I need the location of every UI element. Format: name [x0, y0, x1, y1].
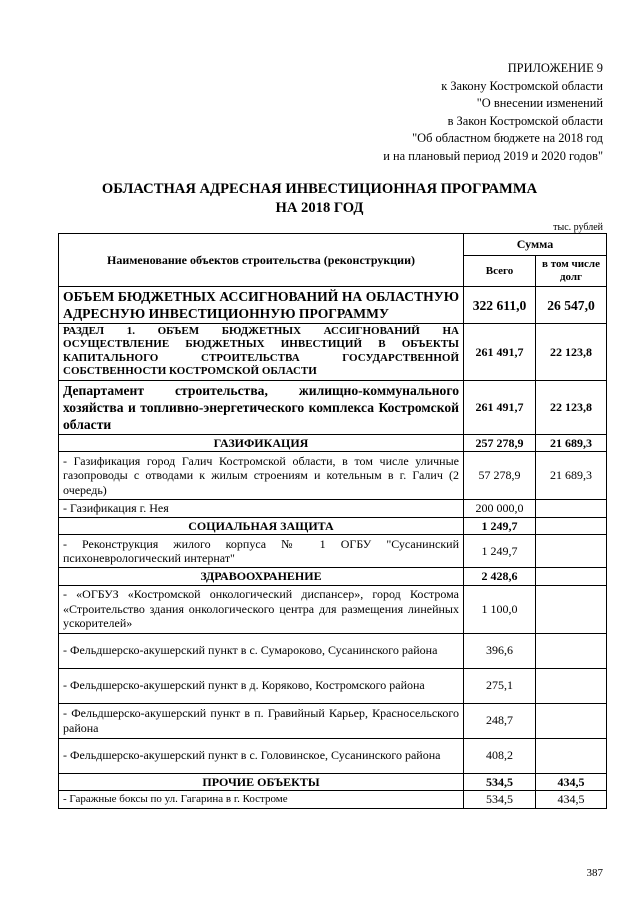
- row-debt: 434,5: [536, 773, 607, 791]
- row-total: 1 100,0: [464, 585, 536, 633]
- row-debt: [536, 585, 607, 633]
- row-debt: 434,5: [536, 791, 607, 809]
- row-name: - Гаражные боксы по ул. Гагарина в г. Костроме: [59, 791, 464, 809]
- table-row: [59, 287, 607, 324]
- row-name: - Фельдшерско-акушерский пункт в с. Головинское, Сусанинского района: [59, 738, 464, 773]
- row-debt: 22 123,8: [536, 380, 607, 434]
- row-name: - Газификация город Галич Костромской области, в том числе уличные газопроводы с отводами к жилым строениям и котельным в г. Галич (2 очередь): [59, 452, 464, 500]
- table-row: [59, 773, 607, 791]
- row-total: 534,5: [464, 791, 536, 809]
- row-total: 534,5: [464, 773, 536, 791]
- table-row: [59, 324, 607, 381]
- table-row: [59, 434, 607, 452]
- row-name: - Фельдшерско-акушерский пункт в с. Сумароково, Сусанинского района: [59, 633, 464, 668]
- row-name: - Фельдшерско-акушерский пункт в д. Коряково, Костромского района: [59, 668, 464, 703]
- row-total: 408,2: [464, 738, 536, 773]
- row-debt: [536, 668, 607, 703]
- row-total: 261 491,7: [464, 324, 536, 381]
- table-row: [59, 738, 607, 773]
- title-line: ОБЛАСТНАЯ АДРЕСНАЯ ИНВЕСТИЦИОННАЯ ПРОГРАММА: [101, 181, 538, 197]
- appendix-header: [383, 60, 603, 166]
- header-debt: в том числе долг: [536, 256, 607, 287]
- row-name: ГАЗИФИКАЦИЯ: [59, 434, 464, 452]
- header-sum: Сумма: [464, 234, 607, 256]
- row-name: - Фельдшерско-акушерский пункт в п. Гравийный Карьер, Красносельского района: [59, 703, 464, 738]
- table-row: [59, 535, 607, 568]
- appendix-line: и на плановый период 2019 и 2020 годов": [383, 148, 603, 163]
- row-total: 257 278,9: [464, 434, 536, 452]
- row-name: РАЗДЕЛ 1. ОБЪЕМ БЮДЖЕТНЫХ АССИГНОВАНИЙ НА ОСУЩЕСТВЛЕНИЕ БЮДЖЕТНЫХ ИНВЕСТИЦИЙ В ОБЪЕКТЫ КАПИТАЛЬНОГО СТРОИТЕЛЬСТВА ГОСУДАРСТВЕННОЙ СОБСТВЕННОСТИ КОСТРОМСКОЙ ОБЛАСТИ: [59, 324, 464, 381]
- row-name: ЗДРАВООХРАНЕНИЕ: [59, 568, 464, 586]
- appendix-line: ПРИЛОЖЕНИЕ 9: [507, 61, 603, 75]
- table-row: [59, 585, 607, 633]
- appendix-line: "Об областном бюджете на 2018 год: [412, 131, 603, 146]
- table-row: [59, 668, 607, 703]
- table-row: [59, 500, 607, 518]
- row-debt: [536, 568, 607, 586]
- row-debt: [536, 633, 607, 668]
- row-total: 396,6: [464, 633, 536, 668]
- table-row: [59, 568, 607, 586]
- row-debt: [536, 517, 607, 535]
- row-debt: [536, 738, 607, 773]
- row-name: - Газификация г. Нея: [59, 500, 464, 518]
- row-name: Департамент строительства, жилищно-коммунального хозяйства и топливно-энергетического комплекса Костромской области: [59, 380, 464, 434]
- table-row: [59, 633, 607, 668]
- row-debt: [536, 535, 607, 568]
- row-total: 322 611,0: [464, 287, 536, 324]
- row-name: СОЦИАЛЬНАЯ ЗАЩИТА: [59, 517, 464, 535]
- table-row: [59, 380, 607, 434]
- row-debt: 26 547,0: [536, 287, 607, 324]
- appendix-line: "О внесении изменений: [476, 96, 603, 111]
- investment-table: [58, 233, 607, 809]
- row-total: 1 249,7: [464, 517, 536, 535]
- row-debt: 21 689,3: [536, 434, 607, 452]
- row-name: - Реконструкция жилого корпуса № 1 ОГБУ "Сусанинский психоневрологический интернат": [59, 535, 464, 568]
- document-title: [0, 180, 639, 218]
- unit-label: тыс. рублей: [553, 222, 603, 233]
- row-name: ОБЪЕМ БЮДЖЕТНЫХ АССИГНОВАНИЙ НА ОБЛАСТНУЮ АДРЕСНУЮ ИНВЕСТИЦИОННУЮ ПРОГРАММУ: [59, 287, 464, 324]
- table-row: [59, 517, 607, 535]
- page-number: 387: [586, 867, 603, 879]
- row-name: ПРОЧИЕ ОБЪЕКТЫ: [59, 773, 464, 791]
- title-line: НА 2018 ГОД: [275, 200, 364, 216]
- table-row: [59, 703, 607, 738]
- table-row: [59, 452, 607, 500]
- row-debt: [536, 500, 607, 518]
- row-total: 1 249,7: [464, 535, 536, 568]
- row-total: 57 278,9: [464, 452, 536, 500]
- row-total: 248,7: [464, 703, 536, 738]
- appendix-line: в Закон Костромской области: [447, 113, 603, 128]
- row-total: 2 428,6: [464, 568, 536, 586]
- row-debt: 22 123,8: [536, 324, 607, 381]
- row-debt: [536, 703, 607, 738]
- table-header-row: [59, 234, 607, 256]
- row-total: 200 000,0: [464, 500, 536, 518]
- appendix-line: к Закону Костромской области: [441, 78, 603, 93]
- row-total: 275,1: [464, 668, 536, 703]
- header-name: Наименование объектов строительства (реконструкции): [59, 234, 464, 287]
- row-total: 261 491,7: [464, 380, 536, 434]
- header-total: Всего: [464, 256, 536, 287]
- table-row: [59, 791, 607, 809]
- row-name: - «ОГБУЗ «Костромской онкологический диспансер», город Кострома «Строительство здания онкологического центра для размещения линейных ускорителей»: [59, 585, 464, 633]
- row-debt: 21 689,3: [536, 452, 607, 500]
